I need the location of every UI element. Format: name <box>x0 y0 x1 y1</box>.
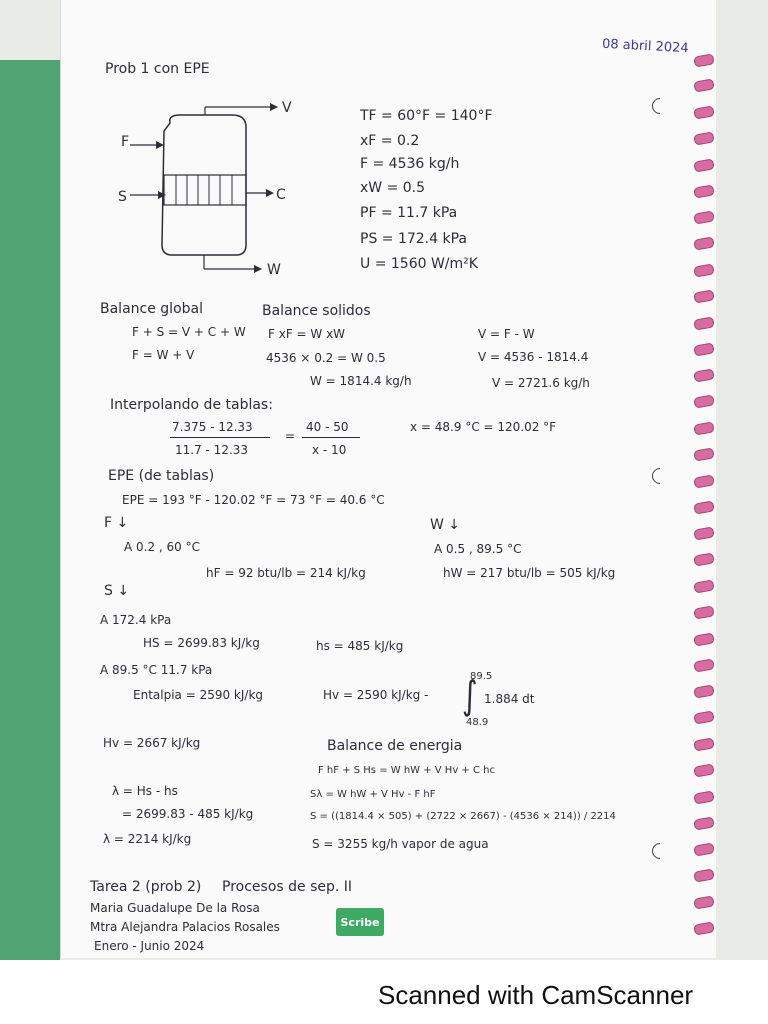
feed-state: A 0.2 , 60 °C <box>124 540 201 554</box>
lambda-line-1: λ = Hs - hs <box>112 784 178 798</box>
balance-solidos-line-2: 4536 × 0.2 = W 0.5 <box>266 351 386 365</box>
condition-xw: xW = 0.5 <box>360 180 426 196</box>
interp-num-right: 40 - 50 <box>306 420 349 434</box>
interp-equals: = <box>285 429 296 443</box>
steam-title: S ↓ <box>104 583 130 599</box>
v-calc-line-3: V = 2721.6 kg/h <box>492 376 590 390</box>
footer-name-2: Mtra Alejandra Palacios Rosales <box>90 920 280 934</box>
steam-enthalpia: Entalpia = 2590 kJ/kg <box>133 688 264 702</box>
footer-tarea: Tarea 2 (prob 2) <box>90 879 202 895</box>
balance-solidos-line-3: W = 1814.4 kg/h <box>310 374 412 388</box>
feed-title: F ↓ <box>104 515 129 531</box>
integral-lower: 48.9 <box>466 717 489 728</box>
w-stream-state: A 0.5 , 89.5 °C <box>434 542 522 556</box>
diagram-label-c: C <box>276 187 286 203</box>
balance-solidos-line-1: F xF = W xW <box>268 327 346 341</box>
diagram-label-w: W <box>267 262 281 278</box>
condition-xf: xF = 0.2 <box>360 133 420 149</box>
w-stream-title: W ↓ <box>430 517 461 533</box>
feed-enthalpy: hF = 92 btu/lb = 214 kJ/kg <box>206 566 366 580</box>
problem-title: Prob 1 con EPE <box>105 61 210 77</box>
condition-f: F = 4536 kg/h <box>360 156 460 172</box>
steam-hs-liquid: hs = 485 kJ/kg <box>316 639 404 653</box>
condition-tf: TF = 60°F = 140°F <box>360 108 493 124</box>
integral-body: 1.884 dt <box>484 692 535 706</box>
evaporator-diagram <box>100 95 340 285</box>
energy-line-2: Sλ = W hW + V Hv - F hF <box>310 789 436 800</box>
condition-u: U = 1560 W/m²K <box>360 256 478 272</box>
condition-ps: PS = 172.4 kPa <box>360 231 467 247</box>
footer-period: Enero - Junio 2024 <box>94 939 205 953</box>
interp-fraction-bar-right <box>302 437 360 438</box>
balance-solidos-title: Balance solidos <box>262 303 371 319</box>
steam-state-2: A 89.5 °C 11.7 kPa <box>100 663 213 677</box>
epe-title: EPE (de tablas) <box>108 468 215 484</box>
steam-hs: HS = 2699.83 kJ/kg <box>143 636 260 650</box>
date-label: 08 abril 2024 <box>601 36 690 57</box>
diagram-label-s: S <box>118 189 127 205</box>
diagram-label-v: V <box>282 100 292 116</box>
interp-result: x = 48.9 °C = 120.02 °F <box>410 420 557 434</box>
integral-sign: ∫ <box>462 673 478 720</box>
lambda-line-2: = 2699.83 - 485 kJ/kg <box>122 807 254 821</box>
v-calc-line-1: V = F - W <box>478 327 535 341</box>
w-stream-enthalpy: hW = 217 btu/lb = 505 kJ/kg <box>443 566 616 580</box>
diagram-label-f: F <box>121 134 130 150</box>
balance-global-title: Balance global <box>100 301 203 317</box>
epe-line: EPE = 193 °F - 120.02 °F = 73 °F = 40.6 °C <box>122 493 385 507</box>
interp-fraction-bar-left <box>170 437 270 438</box>
steam-pressure: A 172.4 kPa <box>100 613 172 627</box>
v-calc-line-2: V = 4536 - 1814.4 <box>478 350 589 364</box>
scribe-logo: Scribe <box>336 908 384 936</box>
steam-hv-eq: Hv = 2590 kJ/kg - <box>323 688 429 702</box>
integral-upper: 89.5 <box>470 671 493 682</box>
energy-line-1: F hF + S Hs = W hW + V Hv + C hc <box>318 765 495 776</box>
steam-hv-result: Hv = 2667 kJ/kg <box>103 736 201 750</box>
interpolation-title: Interpolando de tablas: <box>110 397 273 413</box>
balance-global-line-2: F = W + V <box>132 348 195 362</box>
interp-den-left: 11.7 - 12.33 <box>175 443 249 457</box>
interp-num-left: 7.375 - 12.33 <box>172 420 253 434</box>
energy-line-3: S = ((1814.4 × 505) + (2722 × 2667) - (4536 × 214)) / 2214 <box>310 811 616 822</box>
energy-balance-title: Balance de energia <box>327 738 463 754</box>
camscanner-watermark: Scanned with CamScanner <box>378 980 694 1010</box>
energy-result: S = 3255 kg/h vapor de agua <box>312 837 489 851</box>
footer-name-1: Maria Guadalupe De la Rosa <box>90 901 260 915</box>
condition-pf: PF = 11.7 kPa <box>360 205 458 221</box>
lambda-line-3: λ = 2214 kJ/kg <box>103 832 192 846</box>
green-desk-strip <box>0 60 60 960</box>
balance-global-line-1: F + S = V + C + W <box>132 325 246 339</box>
interp-den-right: x - 10 <box>312 443 347 457</box>
footer-subject: Procesos de sep. II <box>222 879 353 895</box>
